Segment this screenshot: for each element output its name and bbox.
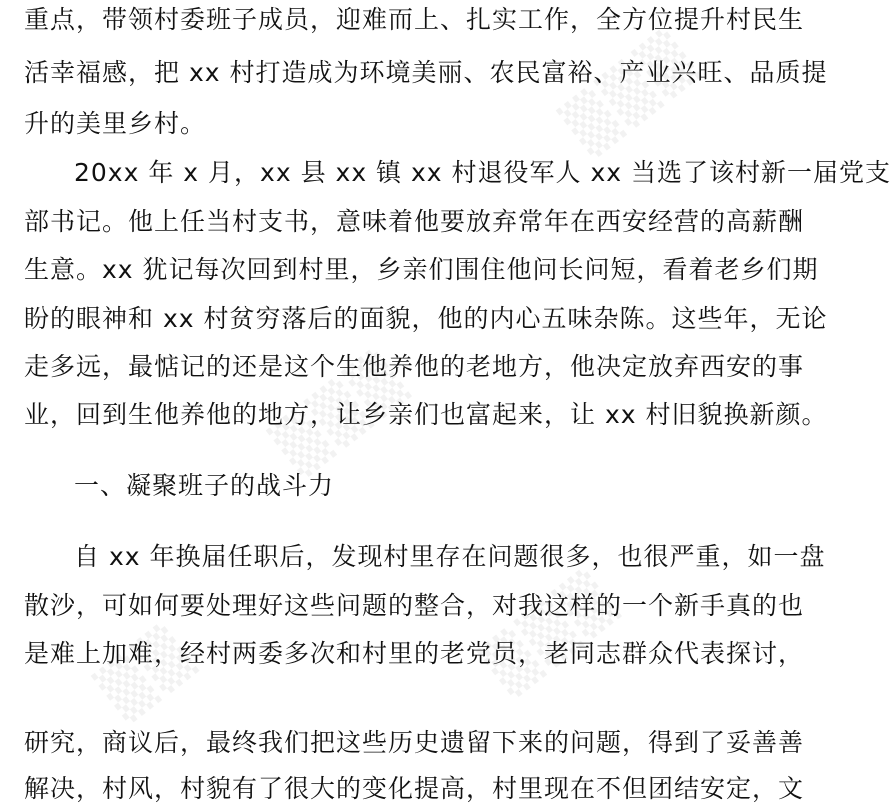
text-line: 散沙，可如何要处理好这些问题的整合，对我这样的一个新手真的也 <box>24 591 805 620</box>
section-heading: 一、凝聚班子的战斗力 <box>74 471 335 500</box>
text-line: 自 xx 年换届任职后，发现村里存在问题很多，也很严重，如一盘 <box>74 542 826 571</box>
text-line: 盼的眼神和 xx 村贫穷落后的面貌，他的内心五味杂陈。这些年，无论 <box>24 304 828 333</box>
watermark: ▒▒▒ <box>475 562 627 701</box>
text-line: 生意。xx 犹记每次回到村里，乡亲们围住他问长问短，看着老乡们期 <box>24 255 819 284</box>
text-line: 活幸福感，把 xx 村打造成为环境美丽、农民富裕、产业兴旺、品质提 <box>24 58 828 87</box>
text-line: 是难上加难，经村两委多次和村里的老党员，老同志群众代表探讨， <box>24 639 805 668</box>
text-line: 研究，商议后，最终我们把这些历史遗留下来的问题，得到了妥善善 <box>24 728 805 757</box>
watermark: ▒▒ <box>90 617 205 726</box>
watermark: ▒▒▒ <box>555 22 707 161</box>
text-line: 20xx 年 x 月，xx 县 xx 镇 xx 村退役军人 xx 当选了该村新一届党支 <box>74 158 891 187</box>
text-line: 升的美里乡村。 <box>24 109 207 138</box>
text-line: 重点，带领村委班子成员，迎难而上、扎实工作，全方位提升村民生 <box>24 5 805 34</box>
text-line: 部书记。他上任当村支书，意味着他要放弃常年在西安经营的高薪酬 <box>24 207 805 236</box>
text-line: 业，回到生他养他的地方，让乡亲们也富起来，让 xx 村旧貌换新颜。 <box>24 400 828 429</box>
text-line: 解决，村风，村貌有了很大的变化提高，村里现在不但团结安定，文 <box>24 774 805 803</box>
text-line: 走多远，最惦记的还是这个生他养他的老地方，他决定放弃西安的事 <box>24 352 805 381</box>
watermark: ▒▒▒ <box>265 342 417 481</box>
